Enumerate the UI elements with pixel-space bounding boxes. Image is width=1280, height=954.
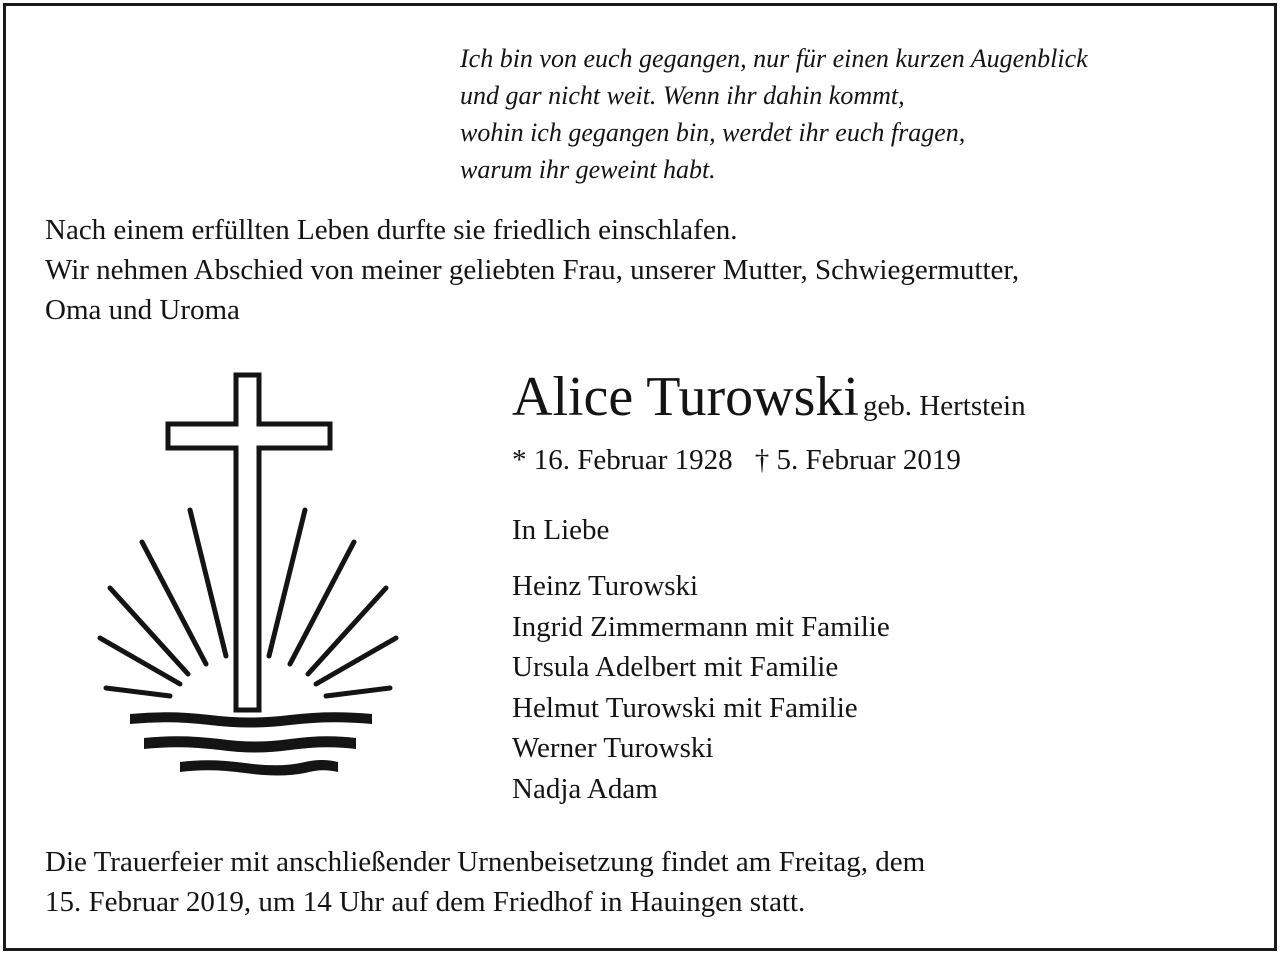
life-dates bbox=[512, 440, 961, 480]
deceased-name-block bbox=[512, 362, 1026, 432]
intro-text bbox=[45, 210, 1260, 330]
birth-name: geb. Hertstein bbox=[862, 390, 1026, 422]
poem-line: warum ihr geweint habt. bbox=[460, 155, 716, 184]
poem-line: und gar nicht weit. Wenn ihr dahin kommt, bbox=[460, 81, 905, 110]
funeral-line: 15. Februar 2019, um 14 Uhr auf dem Friedhof in Hauingen statt. bbox=[45, 886, 806, 918]
poem-line: Ich bin von euch gegangen, nur für einen kurzen Augenblick bbox=[460, 44, 1088, 73]
intro-line: Oma und Uroma bbox=[45, 294, 240, 326]
death-date: † 5. Februar 2019 bbox=[754, 444, 961, 476]
mourner-name: Helmut Turowski mit Familie bbox=[512, 691, 858, 724]
cross-with-rising-sun-icon bbox=[90, 368, 410, 788]
mourner-name: Ingrid Zimmermann mit Familie bbox=[512, 610, 890, 643]
poem-line: wohin ich gegangen bin, werdet ihr euch fragen, bbox=[460, 118, 966, 147]
birth-date: * 16. Februar 1928 bbox=[512, 444, 733, 476]
funeral-info bbox=[45, 842, 1260, 922]
mourner-name: Ursula Adelbert mit Familie bbox=[512, 651, 839, 683]
poem bbox=[460, 40, 1260, 188]
intro-line: Wir nehmen Abschied von meiner geliebten Frau, unserer Mutter, Schwiegermutter, bbox=[45, 254, 1020, 286]
in-love-phrase: In Liebe bbox=[512, 514, 610, 546]
mourner-name: Werner Turowski bbox=[512, 732, 714, 764]
mourners-list bbox=[512, 566, 890, 809]
funeral-line: Die Trauerfeier mit anschließender Urnenbeisetzung findet am Freitag, dem bbox=[45, 846, 926, 878]
mourner-name: Heinz Turowski bbox=[512, 570, 699, 602]
deceased-name: Alice Turowski bbox=[512, 366, 859, 428]
mourner-name: Nadja Adam bbox=[512, 772, 658, 805]
intro-line: Nach einem erfüllten Leben durfte sie friedlich einschlafen. bbox=[45, 214, 738, 246]
